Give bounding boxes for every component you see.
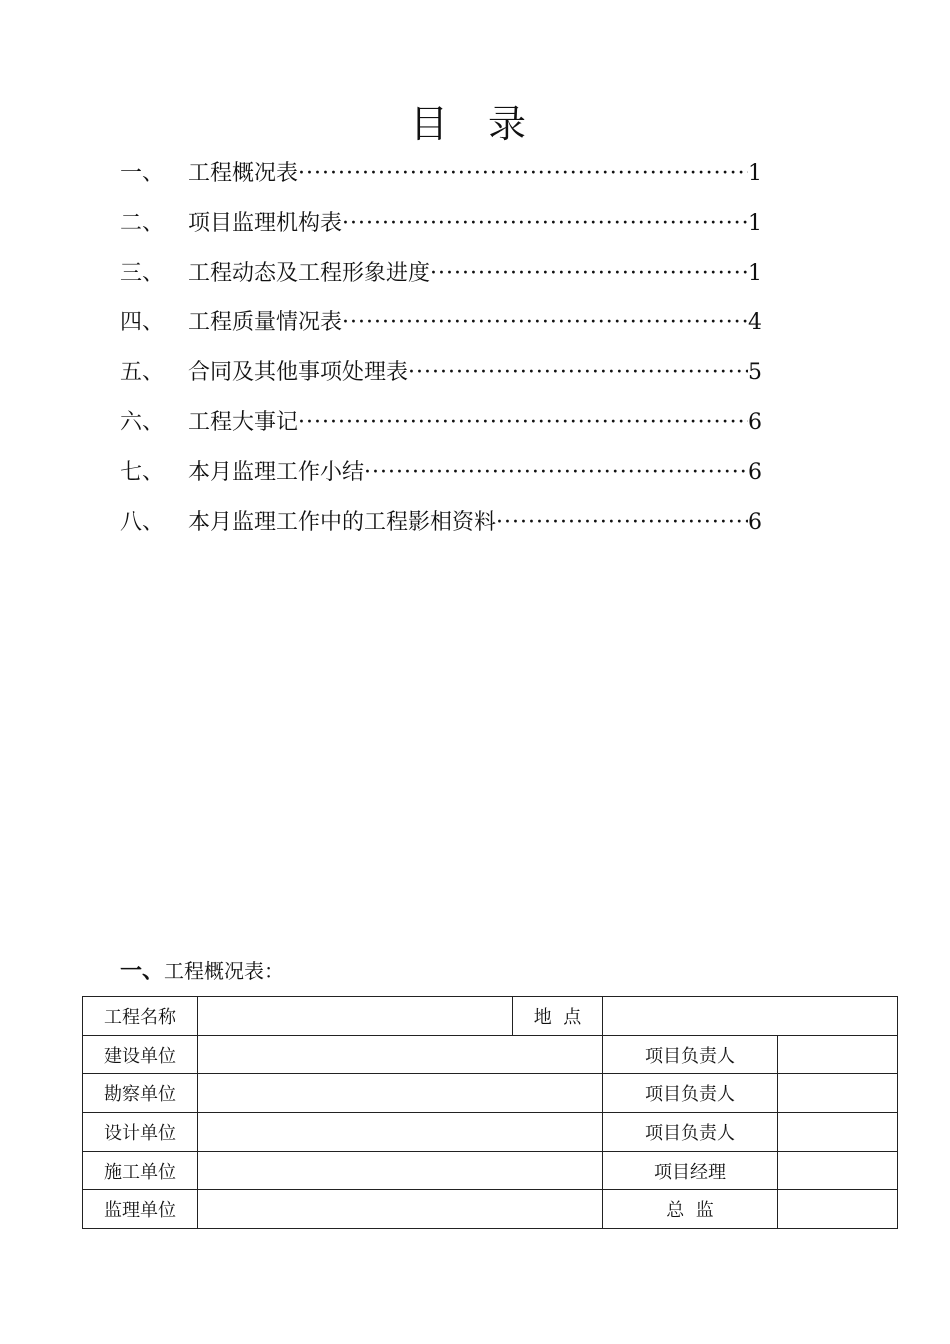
project-name-label: 工程名称 — [83, 997, 198, 1036]
design-unit-label: 设计单位 — [83, 1113, 198, 1152]
chief-supervisor-field[interactable] — [778, 1190, 898, 1229]
toc-entry[interactable] — [120, 301, 762, 351]
toc-entry-title: 本月监理工作小结 — [188, 459, 365, 485]
design-unit-field[interactable] — [198, 1113, 603, 1152]
toc-entry-number: 六、 — [120, 409, 165, 435]
toc-entry-page: 1 — [748, 161, 762, 186]
survey-unit-field[interactable] — [198, 1074, 603, 1113]
supervision-unit-label: 监理单位 — [83, 1190, 198, 1229]
toc-dot-leader — [496, 501, 748, 545]
owner-unit-field[interactable] — [198, 1035, 603, 1074]
survey-leader-label: 项目负责人 — [603, 1074, 778, 1113]
project-manager-label: 项目经理 — [603, 1151, 778, 1190]
toc-entry-page: 5 — [748, 360, 762, 386]
project-overview-table — [82, 996, 898, 1229]
toc-entry-number: 八、 — [120, 509, 165, 535]
table-row — [83, 997, 898, 1036]
toc-entry-title: 项目监理机构表 — [188, 210, 343, 236]
toc-entry[interactable] — [120, 501, 762, 551]
toc-entry-page: 1 — [748, 210, 762, 236]
toc-dot-leader — [342, 202, 748, 246]
toc-entry-title: 合同及其他事项处理表 — [188, 360, 409, 386]
project-name-field[interactable] — [198, 997, 513, 1036]
toc-entry-number: 七、 — [120, 459, 165, 485]
toc-dot-leader — [298, 401, 748, 445]
toc-entry-number: 五、 — [120, 360, 165, 386]
toc-entry[interactable] — [120, 252, 762, 302]
section-heading-overview — [120, 955, 284, 987]
construction-unit-label: 施工单位 — [83, 1151, 198, 1190]
toc-dot-leader — [408, 351, 748, 395]
toc-entry-number: 四、 — [120, 310, 165, 336]
toc-entry-page: 1 — [748, 260, 762, 286]
toc-dot-leader — [430, 252, 748, 296]
toc-dot-leader — [298, 152, 748, 196]
chief-supervisor-label: 总 监 — [603, 1190, 778, 1229]
table-of-contents — [120, 152, 762, 550]
survey-leader-field[interactable] — [778, 1074, 898, 1113]
toc-dot-leader — [364, 451, 748, 495]
design-leader-field[interactable] — [778, 1113, 898, 1152]
toc-entry-number: 二、 — [120, 210, 165, 236]
table-row — [83, 1035, 898, 1074]
location-label: 地 点 — [513, 997, 603, 1036]
owner-leader-field[interactable] — [778, 1035, 898, 1074]
toc-entry-title: 工程大事记 — [188, 409, 299, 435]
toc-entry-title: 工程动态及工程形象进度 — [188, 260, 431, 286]
toc-entry[interactable] — [120, 401, 762, 451]
toc-entry[interactable] — [120, 202, 762, 252]
toc-entry-title: 本月监理工作中的工程影相资料 — [188, 509, 497, 535]
table-row — [83, 1190, 898, 1229]
toc-entry[interactable] — [120, 351, 762, 401]
toc-entry-page: 4 — [748, 310, 762, 336]
toc-entry-page: 6 — [748, 459, 762, 485]
toc-entry[interactable] — [120, 152, 762, 202]
toc-entry-number: 三、 — [120, 260, 165, 286]
table-row — [83, 1074, 898, 1113]
toc-entry-page: 6 — [748, 409, 762, 435]
location-field[interactable] — [603, 997, 898, 1036]
toc-entry-number: 一、 — [120, 161, 165, 186]
supervision-unit-field[interactable] — [198, 1190, 603, 1229]
toc-dot-leader — [342, 301, 748, 345]
owner-unit-label: 建设单位 — [83, 1035, 198, 1074]
project-manager-field[interactable] — [778, 1151, 898, 1190]
toc-entry-title: 工程概况表 — [188, 161, 299, 186]
section-number: 一、 — [120, 958, 165, 984]
toc-title: 目 录 — [409, 102, 541, 146]
design-leader-label: 项目负责人 — [603, 1113, 778, 1152]
construction-unit-field[interactable] — [198, 1151, 603, 1190]
toc-entry-page: 6 — [748, 509, 762, 535]
toc-entry[interactable] — [120, 451, 762, 501]
survey-unit-label: 勘察单位 — [83, 1074, 198, 1113]
table-row — [83, 1113, 898, 1152]
table-row — [83, 1151, 898, 1190]
owner-leader-label: 项目负责人 — [603, 1035, 778, 1074]
toc-entry-title: 工程质量情况表 — [188, 310, 343, 336]
section-title: 工程概况表： — [164, 959, 285, 983]
